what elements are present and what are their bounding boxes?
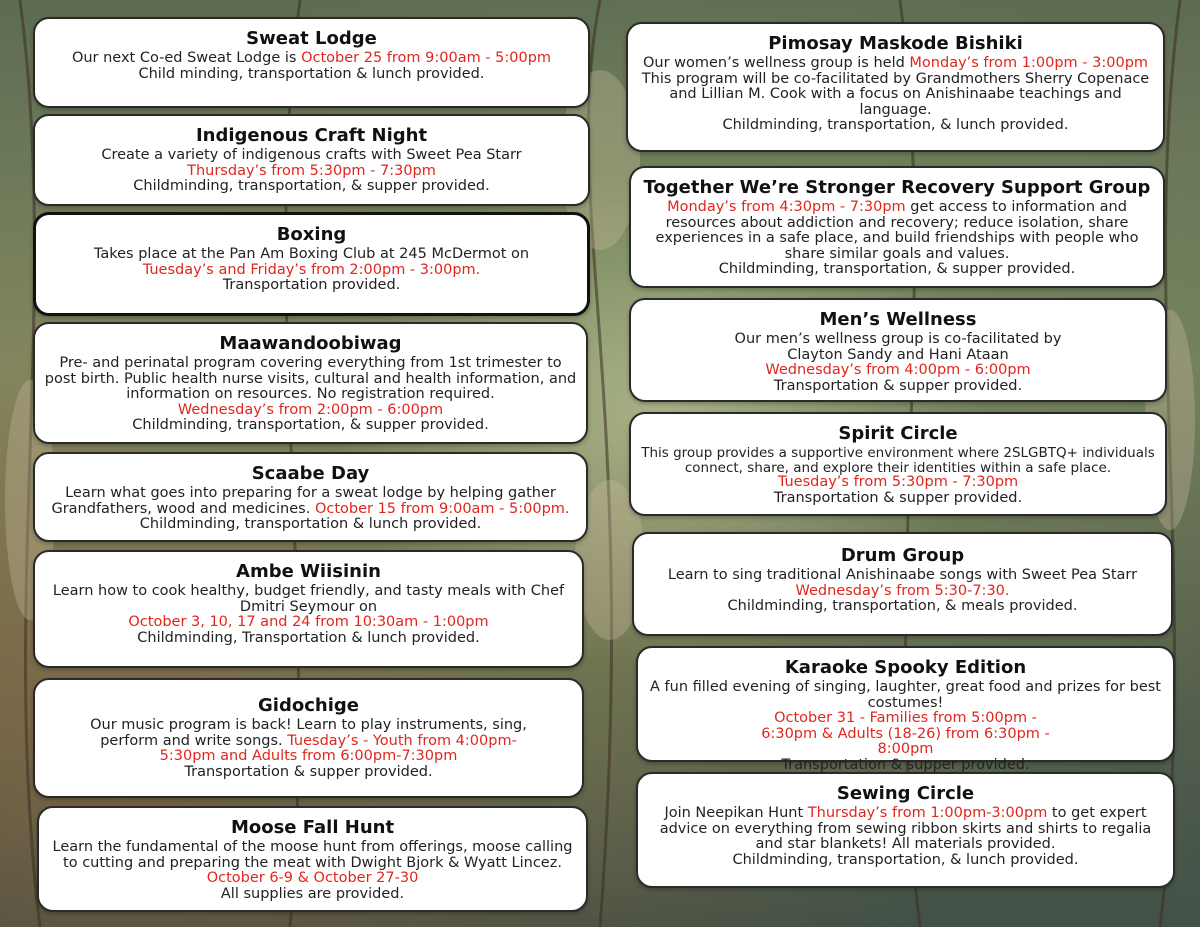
card-title: Pimosay Maskode Bishiki — [768, 33, 1023, 54]
recovery-support-group-card — [629, 166, 1165, 288]
card-description: A fun filled evening of singing, laughter, great food and prizes for best costumes! — [650, 679, 1161, 711]
card-description: Join Neepikan Hunt Thursday’s from 1:00pm-3:00pm to get expert advice on everything from sewing ribbon skirts and shirts to regalia and star blankets! All materials provided. — [659, 805, 1152, 852]
card-description: Monday’s from 4:30pm - 7:30pm get access to information and resources about addiction and recovery; reduce isolation, share experiences in a safe place, and build friendships with people who share similar goals and values. — [655, 199, 1139, 262]
event-schedule: October 25 from 9:00am - 5:00pm — [301, 50, 552, 66]
card-provisions: Childminding, Transportation & lunch provided. — [137, 629, 480, 646]
card-title: Moose Fall Hunt — [230, 817, 395, 838]
event-schedule: October 15 from 9:00am - 5:00pm. — [314, 500, 570, 517]
ambe-wiisinin-card — [33, 550, 584, 668]
card-title: Gidochige — [258, 695, 359, 716]
card-description: Our men’s wellness group is co-facilitated by Clayton Sandy and Hani Ataan — [734, 331, 1062, 363]
card-description: Learn the fundamental of the moose hunt from offerings, moose calling to cutting and preparing the meat with Dwight Bjork & Wyatt Lincez. October 6-9 & October 27-30 — [52, 839, 573, 886]
card-description: Our music program is back! Learn to play instruments, sing, perform and write songs. Tuesday’s - Youth from 4:00pm- 5:30pm and Adults from 6:00pm-7:30pm — [90, 717, 527, 764]
card-description: Learn how to cook healthy, budget friendly, and tasty meals with Chef Dmitri Seymour on — [52, 583, 565, 615]
event-schedule: October 31 - Families from 5:00pm - 6:30pm & Adults (18-26) from 6:30pm - 8:00pm — [761, 710, 1050, 757]
pimosay-maskode-bishiki-card — [626, 22, 1165, 152]
card-description: This group provides a supportive environment where 2SLGBTQ+ individuals connect, share, and explore their identities within a safe place. — [641, 445, 1155, 476]
sewing-circle-card — [636, 772, 1175, 888]
card-title: Sewing Circle — [836, 783, 975, 804]
card-title: Drum Group — [840, 545, 965, 566]
event-schedule: Tuesday’s - Youth from 4:00pm- 5:30pm and Adults from 6:00pm-7:30pm — [159, 732, 517, 764]
card-provisions: Transportation & supper provided. — [773, 489, 1023, 506]
card-provisions: Childminding, transportation, & lunch provided. — [732, 851, 1079, 868]
card-details: This program will be co-facilitated by Grandmothers Sherry Copenace and Lillian M. Cook with a focus on Anishinaabe teachings and language. — [641, 70, 1150, 118]
card-title: Men’s Wellness — [819, 309, 977, 330]
card-title: Spirit Circle — [838, 423, 958, 444]
karaoke-spooky-edition-card — [636, 646, 1175, 773]
event-schedule: October 6-9 & October 27-30 — [206, 870, 419, 886]
card-provisions: Childminding, transportation, & lunch provided. — [722, 117, 1069, 133]
event-schedule: Thursday’s from 1:00pm-3:00pm — [807, 805, 1048, 821]
card-description: Takes place at the Pan Am Boxing Club at 245 McDermot on — [93, 246, 530, 262]
card-provisions: Childminding, transportation, & meals provided. — [727, 598, 1078, 614]
card-title: Sweat Lodge — [246, 28, 377, 49]
card-provisions: Transportation & supper provided. — [773, 377, 1023, 394]
scaabe-day-card — [33, 452, 588, 542]
card-description: Our women’s wellness group is held Monday’s from 1:00pm - 3:00pm — [642, 55, 1149, 71]
card-provisions: All supplies are provided. — [220, 885, 405, 902]
card-title: Boxing — [276, 224, 347, 245]
event-schedule: Tuesday’s from 5:30pm - 7:30pm — [777, 474, 1019, 490]
mens-wellness-card — [629, 298, 1167, 402]
drum-group-card — [632, 532, 1173, 636]
boxing-card — [33, 212, 590, 316]
card-title: Ambe Wiisinin — [236, 561, 381, 582]
card-provisions: Childminding, transportation, & supper provided. — [133, 178, 490, 194]
event-schedule: October 3, 10, 17 and 24 from 10:30am - 1:00pm — [128, 614, 489, 630]
maawandoobiwag-card — [33, 322, 588, 444]
sweat-lodge-card — [33, 17, 590, 108]
card-provisions: Child minding, transportation & lunch provided. — [138, 65, 485, 82]
event-schedule: Wednesday’s from 2:00pm - 6:00pm — [177, 401, 444, 418]
card-title: Karaoke Spooky Edition — [784, 657, 1027, 678]
gidochige-card — [33, 678, 584, 798]
card-title: Together We’re Stronger Recovery Support Group — [643, 177, 1151, 198]
card-provisions: Childminding, transportation, & supper provided. — [132, 417, 489, 433]
card-provisions: Transportation & supper provided. — [184, 763, 433, 780]
card-title: Indigenous Craft Night — [195, 125, 428, 146]
card-description: Pre- and perinatal program covering everything from 1st trimester to post birth. Public health nurse visits, cultural and health information, and information on resources. No registration required. — [44, 355, 577, 402]
card-description: Learn to sing traditional Anishinaabe songs with Sweet Pea Starr — [667, 567, 1138, 583]
spirit-circle-card — [629, 412, 1167, 516]
moose-fall-hunt-card — [37, 806, 588, 912]
indigenous-craft-night-card — [33, 114, 590, 206]
card-description: Our next Co-ed Sweat Lodge is October 25 from 9:00am - 5:00pm — [71, 50, 552, 66]
event-schedule: Wednesday’s from 4:00pm - 6:00pm — [765, 362, 1031, 378]
card-title: Scaabe Day — [251, 463, 370, 484]
card-provisions: Childminding, transportation, & supper provided. — [718, 261, 1076, 277]
event-schedule: Monday’s from 1:00pm - 3:00pm — [909, 55, 1149, 71]
card-description: Learn what goes into preparing for a sweat lodge by helping gather Grandfathers, wood and medicines. October 15 from 9:00am - 5:00pm. Childminding, transportation & lunch provided. — [51, 485, 570, 532]
card-title: Maawandoobiwag — [219, 333, 402, 354]
card-provisions: Transportation & supper provided. — [781, 756, 1030, 773]
card-provisions: Transportation provided. — [222, 277, 401, 293]
event-schedule: Thursday’s from 5:30pm - 7:30pm — [187, 162, 436, 179]
event-schedule: Wednesday’s from 5:30-7:30. — [795, 582, 1010, 599]
event-schedule: Tuesday’s and Friday’s from 2:00pm - 3:00pm. — [142, 261, 481, 278]
card-description: Create a variety of indigenous crafts with Sweet Pea Starr — [101, 147, 522, 163]
event-schedule: Monday’s from 4:30pm - 7:30pm — [667, 199, 906, 215]
